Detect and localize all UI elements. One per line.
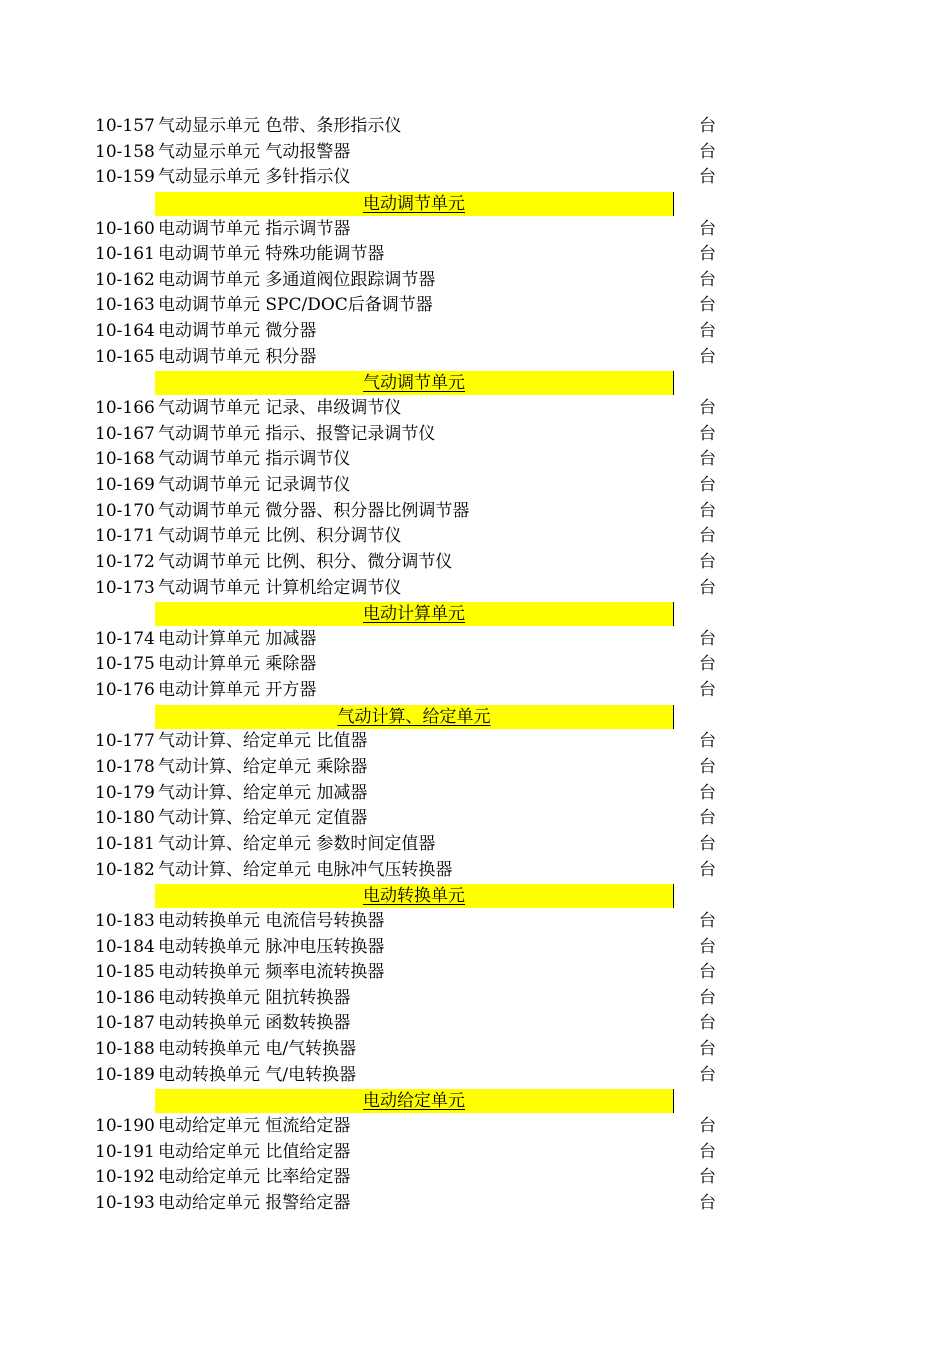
item-unit: 台 [699,936,716,957]
item-description: 气动计算、给定单元 定值器 [158,808,368,829]
item-unit: 台 [699,680,716,701]
item-unit: 台 [699,782,716,803]
item-unit: 台 [699,1013,716,1034]
item-description: 电动调节单元 多通道阀位跟踪调节器 [158,269,436,290]
item-unit: 台 [699,167,716,188]
item-description: 电动调节单元 指示调节器 [158,218,351,239]
price-item-table [0,114,950,1217]
item-code: 10-163 [95,295,155,316]
item-code: 10-182 [95,859,155,880]
item-code: 10-176 [95,680,155,701]
table-row [0,1165,950,1191]
item-unit: 台 [699,577,716,598]
item-code: 10-184 [95,936,155,957]
table-row [0,832,950,858]
item-unit: 台 [699,1192,716,1213]
table-row [0,781,950,807]
item-unit: 台 [699,218,716,239]
table-row [0,1037,950,1063]
item-code: 10-191 [95,1141,155,1162]
item-unit: 台 [699,808,716,829]
section-header: 气动计算、给定单元 [155,705,674,729]
item-code: 10-160 [95,218,155,239]
table-row [0,396,950,422]
table-row [0,678,950,704]
item-description: 电动转换单元 频率电流转换器 [158,962,385,983]
item-description: 电动给定单元 比率给定器 [158,1167,351,1188]
item-description: 电动给定单元 报警给定器 [158,1192,351,1213]
item-description: 气动显示单元 气动报警器 [158,141,351,162]
item-unit: 台 [699,731,716,752]
item-description: 气动计算、给定单元 乘除器 [158,757,368,778]
item-code: 10-171 [95,526,155,547]
item-description: 气动计算、给定单元 比值器 [158,731,368,752]
item-unit: 台 [699,449,716,470]
item-code: 10-174 [95,628,155,649]
table-row [0,960,950,986]
item-code: 10-189 [95,1064,155,1085]
section-header-row [0,191,950,217]
item-code: 10-166 [95,398,155,419]
item-description: 电动转换单元 阻抗转换器 [158,987,351,1008]
table-row [0,627,950,653]
item-code: 10-162 [95,269,155,290]
table-row [0,345,950,371]
item-description: 气动调节单元 记录调节仪 [158,474,351,495]
item-unit: 台 [699,398,716,419]
item-description: 气动调节单元 指示、报警记录调节仪 [158,423,436,444]
item-code: 10-173 [95,577,155,598]
table-row [0,447,950,473]
table-row [0,1114,950,1140]
item-unit: 台 [699,1115,716,1136]
item-code: 10-185 [95,962,155,983]
item-description: 电动调节单元 特殊功能调节器 [158,244,385,265]
item-code: 10-159 [95,167,155,188]
item-code: 10-165 [95,346,155,367]
table-row [0,909,950,935]
table-row [0,935,950,961]
item-unit: 台 [699,500,716,521]
item-code: 10-158 [95,141,155,162]
table-row [0,140,950,166]
item-unit: 台 [699,1039,716,1060]
item-unit: 台 [699,628,716,649]
table-row [0,268,950,294]
item-description: 电动调节单元 微分器 [158,321,317,342]
item-code: 10-179 [95,782,155,803]
item-unit: 台 [699,1167,716,1188]
table-row [0,729,950,755]
item-code: 10-187 [95,1013,155,1034]
item-code: 10-181 [95,833,155,854]
item-unit: 台 [699,244,716,265]
item-unit: 台 [699,269,716,290]
table-row [0,165,950,191]
table-row [0,1063,950,1089]
item-description: 气动调节单元 指示调节仪 [158,449,351,470]
table-row [0,652,950,678]
item-unit: 台 [699,962,716,983]
item-code: 10-175 [95,654,155,675]
item-code: 10-177 [95,731,155,752]
item-unit: 台 [699,346,716,367]
item-code: 10-183 [95,910,155,931]
table-row [0,1011,950,1037]
item-description: 电动计算单元 开方器 [158,680,317,701]
item-description: 气动显示单元 多针指示仪 [158,167,351,188]
item-description: 气动调节单元 记录、串级调节仪 [158,398,402,419]
item-unit: 台 [699,1064,716,1085]
item-description: 气动调节单元 微分器、积分器比例调节器 [158,500,470,521]
item-code: 10-167 [95,423,155,444]
item-description: 电动调节单元 积分器 [158,346,317,367]
item-description: 气动计算、给定单元 加减器 [158,782,368,803]
item-description: 电动计算单元 加减器 [158,628,317,649]
table-row [0,576,950,602]
item-description: 气动调节单元 比例、积分、微分调节仪 [158,551,453,572]
item-code: 10-192 [95,1167,155,1188]
table-row [0,242,950,268]
table-row [0,806,950,832]
table-row [0,473,950,499]
item-unit: 台 [699,757,716,778]
item-description: 电动转换单元 脉冲电压转换器 [158,936,385,957]
item-code: 10-170 [95,500,155,521]
item-unit: 台 [699,321,716,342]
table-row [0,499,950,525]
table-row [0,114,950,140]
section-header-row [0,1088,950,1114]
section-header: 电动给定单元 [155,1089,674,1113]
table-row [0,550,950,576]
item-code: 10-161 [95,244,155,265]
item-code: 10-188 [95,1039,155,1060]
item-code: 10-190 [95,1115,155,1136]
item-code: 10-180 [95,808,155,829]
item-code: 10-157 [95,116,155,136]
item-code: 10-169 [95,474,155,495]
section-header: 电动调节单元 [155,192,674,216]
table-row [0,986,950,1012]
item-unit: 台 [699,654,716,675]
item-description: 气动显示单元 色带、条形指示仪 [158,116,402,136]
item-unit: 台 [699,141,716,162]
item-code: 10-178 [95,757,155,778]
item-unit: 台 [699,526,716,547]
item-description: 电动给定单元 恒流给定器 [158,1115,351,1136]
item-description: 电动转换单元 电/气转换器 [158,1039,357,1060]
table-row [0,1191,950,1217]
item-description: 电动转换单元 电流信号转换器 [158,910,385,931]
item-description: 气动调节单元 比例、积分调节仪 [158,526,402,547]
section-header-row [0,704,950,730]
section-header: 电动计算单元 [155,602,674,626]
item-code: 10-186 [95,987,155,1008]
item-unit: 台 [699,1141,716,1162]
section-header-row [0,883,950,909]
table-row [0,422,950,448]
table-row [0,1140,950,1166]
section-header-row [0,370,950,396]
section-header: 电动转换单元 [155,884,674,908]
item-code: 10-172 [95,551,155,572]
table-row [0,858,950,884]
item-unit: 台 [699,987,716,1008]
item-code: 10-164 [95,321,155,342]
item-description: 电动给定单元 比值给定器 [158,1141,351,1162]
item-description: 电动调节单元 SPC/DOC后备调节器 [158,295,433,316]
item-code: 10-168 [95,449,155,470]
table-row [0,755,950,781]
item-unit: 台 [699,910,716,931]
item-unit: 台 [699,423,716,444]
section-header: 气动调节单元 [155,371,674,395]
item-description: 电动计算单元 乘除器 [158,654,317,675]
item-unit: 台 [699,116,716,136]
item-description: 电动转换单元 函数转换器 [158,1013,351,1034]
item-unit: 台 [699,833,716,854]
table-row [0,293,950,319]
item-description: 气动计算、给定单元 参数时间定值器 [158,833,436,854]
table-row [0,524,950,550]
section-header-row [0,601,950,627]
item-unit: 台 [699,295,716,316]
item-description: 电动转换单元 气/电转换器 [158,1064,357,1085]
table-row [0,319,950,345]
item-code: 10-193 [95,1192,155,1213]
item-unit: 台 [699,474,716,495]
table-row [0,217,950,243]
item-description: 气动调节单元 计算机给定调节仪 [158,577,402,598]
item-unit: 台 [699,859,716,880]
item-unit: 台 [699,551,716,572]
item-description: 气动计算、给定单元 电脉冲气压转换器 [158,859,453,880]
